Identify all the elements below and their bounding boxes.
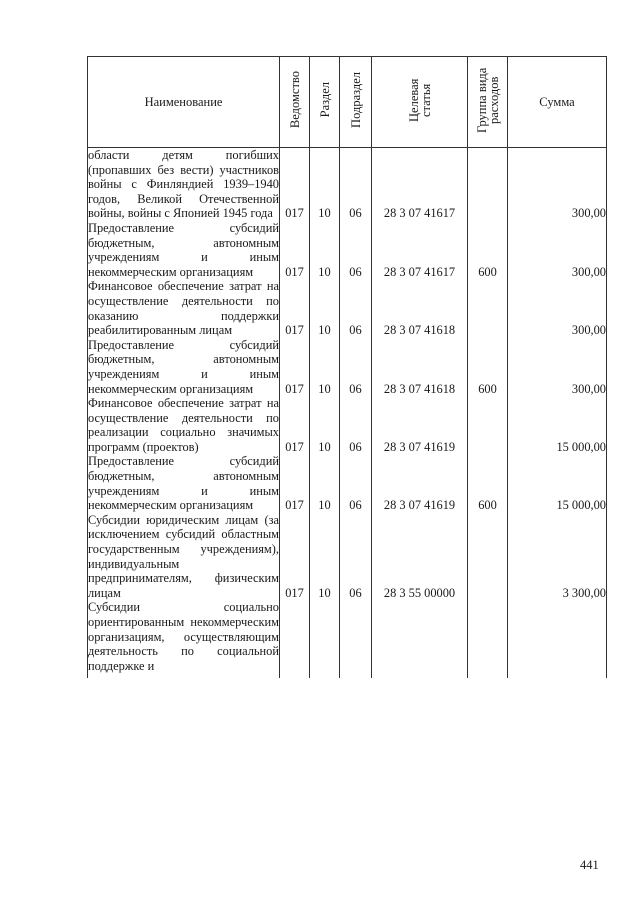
row-sum (508, 600, 607, 678)
row-podrazdel: 06 (340, 338, 372, 396)
row-razdel: 10 (310, 221, 340, 279)
row-sum: 15 000,00 (508, 454, 607, 512)
row-razdel: 10 (310, 396, 340, 454)
row-vedomstvo: 017 (280, 396, 310, 454)
row-razdel: 10 (310, 279, 340, 337)
row-group: 600 (468, 338, 508, 396)
row-razdel: 10 (310, 454, 340, 512)
row-name: Финансовое обеспечение затрат на осуществление деятельности по реализации социально значимых программ (проектов) (88, 396, 279, 454)
header-vedomstvo: Ведомство (280, 57, 310, 148)
table-row (88, 279, 607, 337)
table-row (88, 513, 607, 601)
row-vedomstvo (280, 600, 310, 678)
row-name: Финансовое обеспечение затрат на осуществление деятельности по оказанию поддержки реабилитированным лицам (88, 279, 279, 338)
header-podrazdel: Подраздел (340, 57, 372, 148)
row-target: 28 3 07 41618 (372, 338, 468, 396)
header-name: Наименование (88, 57, 280, 148)
table-row (88, 148, 607, 221)
table-header-row (88, 57, 607, 148)
table-row (88, 600, 607, 678)
row-group (468, 279, 508, 337)
row-group (468, 396, 508, 454)
row-sum: 15 000,00 (508, 396, 607, 454)
row-name: Предоставление субсидий бюджетным, автономным учреждениям и иным некоммерческим организациям (88, 454, 279, 513)
row-sum: 3 300,00 (508, 513, 607, 601)
row-sum: 300,00 (508, 221, 607, 279)
row-sum: 300,00 (508, 279, 607, 337)
row-razdel: 10 (310, 148, 340, 221)
row-sum: 300,00 (508, 148, 607, 221)
row-podrazdel (340, 600, 372, 678)
row-group (468, 148, 508, 221)
row-vedomstvo: 017 (280, 454, 310, 512)
row-target (372, 600, 468, 678)
row-vedomstvo: 017 (280, 279, 310, 337)
table-row (88, 454, 607, 512)
row-podrazdel: 06 (340, 513, 372, 601)
row-vedomstvo: 017 (280, 513, 310, 601)
row-razdel: 10 (310, 513, 340, 601)
row-target: 28 3 07 41617 (372, 221, 468, 279)
header-razdel: Раздел (310, 57, 340, 148)
row-podrazdel: 06 (340, 396, 372, 454)
row-target: 28 3 07 41618 (372, 279, 468, 337)
row-name: Субсидии юридическим лицам (за исключением субсидий областным государственным учреждениям), индивидуальным предпринимателям, физическим лицам (88, 512, 279, 600)
budget-table (87, 56, 607, 678)
row-sum: 300,00 (508, 338, 607, 396)
header-sum: Сумма (508, 57, 607, 148)
row-vedomstvo: 017 (280, 148, 310, 221)
header-group: Группа вида расходов (468, 57, 508, 148)
row-target: 28 3 55 00000 (372, 513, 468, 601)
row-name: Субсидии социально ориентированным некоммерческим организациям, осуществляющим деятельность по социальной поддержке и (88, 600, 280, 678)
row-razdel (310, 600, 340, 678)
row-group: 600 (468, 454, 508, 512)
row-razdel: 10 (310, 338, 340, 396)
table-row (88, 396, 607, 454)
row-vedomstvo: 017 (280, 221, 310, 279)
row-podrazdel: 06 (340, 279, 372, 337)
row-group (468, 600, 508, 678)
row-target: 28 3 07 41617 (372, 148, 468, 221)
header-target: Целевая статья (372, 57, 468, 148)
row-podrazdel: 06 (340, 221, 372, 279)
row-name: Предоставление субсидий бюджетным, автономным учреждениям и иным некоммерческим организациям (88, 337, 279, 396)
row-target: 28 3 07 41619 (372, 396, 468, 454)
page-number: 441 (580, 858, 599, 872)
row-group: 600 (468, 221, 508, 279)
table-row (88, 338, 607, 396)
row-group (468, 513, 508, 601)
row-podrazdel: 06 (340, 148, 372, 221)
row-name: области детям погибших (пропавших без вести) участников войны с Финляндией 1939–1940 годов, Великой Отечественной войны, войны с Японией 1945 года (88, 148, 279, 221)
row-podrazdel: 06 (340, 454, 372, 512)
row-name: Предоставление субсидий бюджетным, автономным учреждениям и иным некоммерческим организациям (88, 220, 279, 279)
table-row (88, 221, 607, 279)
row-target: 28 3 07 41619 (372, 454, 468, 512)
row-vedomstvo: 017 (280, 338, 310, 396)
